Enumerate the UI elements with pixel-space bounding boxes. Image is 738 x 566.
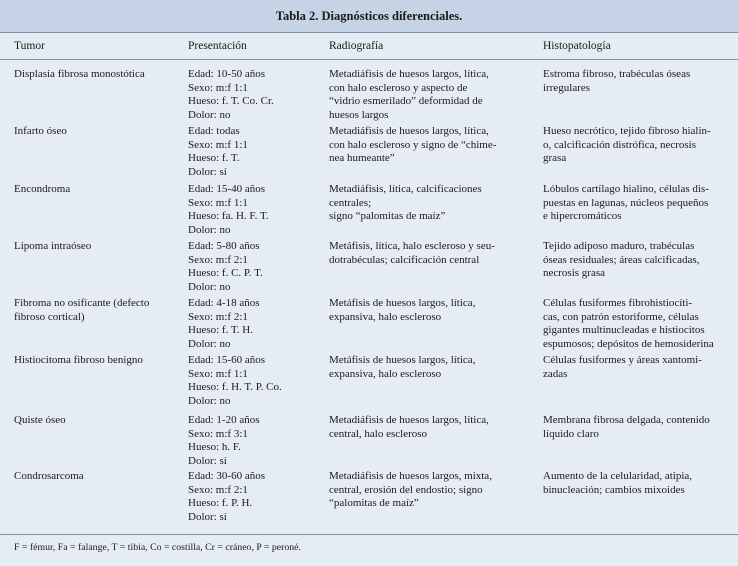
cell-tumor [14,183,70,197]
cell-line: Hueso: fa. H. F. T. [188,210,269,223]
cell-line: Edad: 15-60 años [188,354,265,366]
cell-line: Metadiáfisis de huesos largos, lítica, [329,414,489,426]
cell-line: con halo escleroso y aspecto de [329,81,468,94]
cell-histopatologia [543,125,711,166]
cell-histopatologia [543,470,692,497]
cell-line: nea humeante” [329,152,395,165]
table-caption: Tabla 2. Diagnósticos diferenciales. [0,0,738,33]
cell-radiografia [329,240,495,267]
cell-line: Displasia fibrosa monostótica [14,68,145,80]
cell-tumor [14,414,66,428]
cell-line: Sexo: m:f 1:1 [188,367,248,380]
cell-line: Metadiáfisis de huesos largos, lítica, [329,125,489,137]
header-histopatologia: Histopatología [543,40,611,52]
cell-line: Edad: 10-50 años [188,68,265,80]
cell-line: Células fusiformes fibrohistiocíti- [543,297,693,309]
cell-histopatologia [543,297,714,351]
cell-line: Hueso: h. F. [188,441,241,454]
cell-line: Lipoma intraóseo [14,240,92,252]
cell-line: líquido claro [543,427,599,440]
cell-line: Sexo: m:f 1:1 [188,81,248,94]
cell-line: Tejido adiposo maduro, trabéculas [543,240,695,252]
cell-histopatologia [543,240,699,281]
cell-line: Dolor: no [188,280,231,293]
cell-line: Quiste óseo [14,414,66,426]
table-header-row [0,33,738,60]
cell-line: dotrabéculas; calcificación central [329,253,480,266]
cell-line: Sexo: m:f 1:1 [188,196,248,209]
cell-line: Metadiáfisis, lítica, calcificaciones [329,183,482,195]
cell-line: espumosos; depósitos de hemosiderina [543,337,714,350]
cell-line: Aumento de la celularidad, atipia, [543,470,693,482]
cell-line: expansiva, halo escleroso [329,367,442,380]
cell-line: Estroma fibroso, trabéculas óseas [543,68,691,80]
cell-line: Edad: 1-20 años [188,414,260,426]
cell-histopatologia [543,183,709,224]
cell-line: Sexo: m:f 3:1 [188,427,248,440]
cell-line: Metadiáfisis de huesos largos, lítica, [329,68,489,80]
cell-presentacion [188,470,265,524]
cell-line: Hueso: f. T. [188,152,240,165]
cell-line: puestas en lagunas, núcleos pequeños [543,196,709,209]
header-tumor: Tumor [14,40,45,52]
cell-line: Histiocitoma fibroso benigno [14,354,143,366]
cell-line: Edad: 30-60 años [188,470,265,482]
cell-line: Membrana fibrosa delgada, contenido [543,414,710,426]
cell-line: Hueso: f. C. P. T. [188,267,263,280]
cell-line: óseas residuales; áreas calcificadas, [543,253,700,266]
cell-line: binucleación; cambios mixoides [543,483,685,496]
cell-line: Fibroma no osificante (defecto [14,297,150,309]
cell-line: grasa [543,152,567,165]
cell-line: centrales; [329,196,372,209]
cell-histopatologia [543,68,690,95]
cell-line: Lóbulos cartílago hialino, células dis- [543,183,709,195]
cell-tumor [14,68,145,82]
cell-line: o, calcificación distrófica, necrosis [543,138,697,151]
cell-line: Metáfisis de huesos largos, lítica, [329,297,476,309]
cell-radiografia [329,125,496,166]
cell-radiografia [329,183,482,224]
cell-line: Hueso necrótico, tejido fibroso hialin- [543,125,711,137]
cell-line: “vidrio esmerilado” deformidad de [329,95,483,108]
cell-line: central, erosión del endostio; signo [329,483,483,496]
header-radiografia: Radiografía [329,40,384,52]
cell-line: Dolor: sí [188,454,227,467]
cell-histopatologia [543,354,702,381]
cell-line: con halo escleroso y signo de “chime- [329,138,497,151]
cell-line: Hueso: f. P. H. [188,497,253,510]
cell-presentacion [188,354,282,408]
cell-presentacion [188,297,259,351]
cell-line: Células fusiformes y áreas xantomi- [543,354,702,366]
cell-line: Sexo: m:f 2:1 [188,483,248,496]
cell-line: Sexo: m:f 2:1 [188,253,248,266]
cell-tumor [14,125,67,139]
cell-line: “palomitas de maíz” [329,497,419,510]
cell-line: Dolor: no [188,394,231,407]
cell-line: irregulares [543,81,591,94]
cell-line: Infarto óseo [14,125,67,137]
cell-line: expansiva, halo escleroso [329,310,442,323]
cell-tumor [14,297,149,324]
cell-line: signo “palomitas de maíz” [329,210,446,223]
cell-line: Dolor: no [188,337,231,350]
cell-line: Sexo: m:f 2:1 [188,310,248,323]
cell-line: Dolor: no [188,108,231,121]
cell-line: central, halo escleroso [329,427,428,440]
cell-line: Encondroma [14,183,71,195]
cell-presentacion [188,240,263,294]
cell-line: Metadiáfisis de huesos largos, mixta, [329,470,492,482]
cell-line: Dolor: no [188,223,231,236]
cell-line: Metáfisis de huesos largos, lítica, [329,354,476,366]
cell-radiografia [329,414,489,441]
header-presentacion: Presentación [188,40,247,52]
cell-line: Metáfisis, lítica, halo escleroso y seu- [329,240,495,252]
cell-histopatologia [543,414,710,441]
cell-radiografia [329,354,475,381]
cell-radiografia [329,297,475,324]
cell-line: Sexo: m:f 1:1 [188,138,248,151]
cell-tumor [14,354,143,368]
cell-radiografia [329,68,489,122]
cell-radiografia [329,470,492,511]
cell-line: Dolor: sí [188,510,227,523]
cell-line: Edad: todas [188,125,240,137]
cell-line: zadas [543,367,568,380]
cell-line: huesos largos [329,108,389,121]
cell-presentacion [188,183,269,237]
cell-line: Edad: 5-80 años [188,240,260,252]
cell-presentacion [188,68,274,122]
cell-line: Hueso: f. T. H. [188,324,253,337]
cell-line: Hueso: f. T. Co. Cr. [188,95,274,108]
cell-line: Edad: 15-40 años [188,183,265,195]
footer-divider [0,534,738,535]
cell-line: Hueso: f. H. T. P. Co. [188,381,282,394]
cell-line: cas, con patrón estoriforme, células [543,310,699,323]
table-footnote: F = fémur, Fa = falange, T = tibia, Co = costilla, Cr = cráneo, P = peroné. [14,542,301,553]
cell-presentacion [188,125,248,179]
cell-line: Dolor: sí [188,165,227,178]
cell-presentacion [188,414,259,468]
cell-line: fibroso cortical) [14,310,85,323]
cell-line: gigantes multinucleadas e histiocitos [543,324,705,337]
cell-tumor [14,470,84,484]
cell-line: Condrosarcoma [14,470,84,482]
cell-line: necrosis grasa [543,267,606,280]
cell-tumor [14,240,91,254]
cell-line: Edad: 4-18 años [188,297,260,309]
cell-line: e hipercromáticos [543,210,622,223]
